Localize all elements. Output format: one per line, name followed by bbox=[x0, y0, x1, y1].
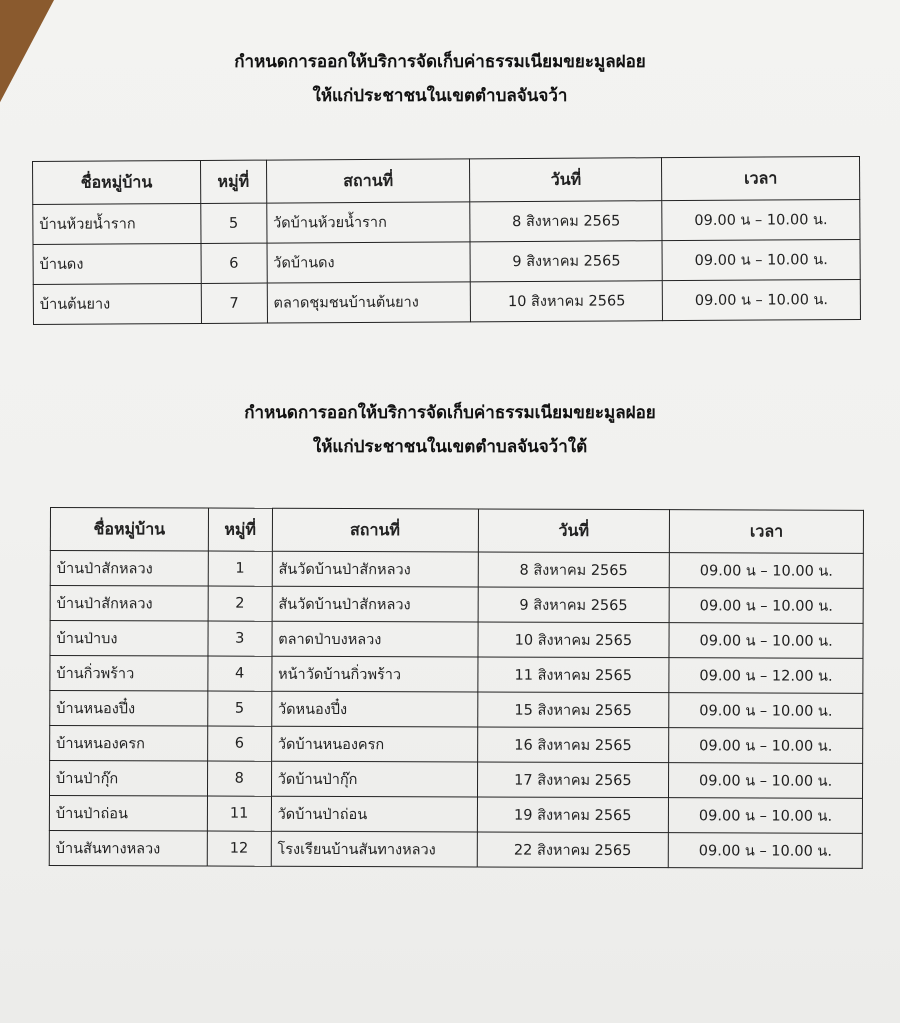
section2-title-line2: ให้แก่ประชาชนในเขตตำบลจันจว้าใต้ bbox=[312, 437, 588, 457]
cell-village: บ้านสันทางหลวง bbox=[49, 830, 207, 866]
cell-village: บ้านดง bbox=[33, 243, 201, 284]
cell-place: วัดบ้านดง bbox=[267, 242, 471, 283]
table-header-row bbox=[33, 156, 860, 204]
table-row bbox=[50, 551, 863, 589]
header-moo: หมู่ที่ bbox=[200, 160, 266, 203]
cell-moo: 12 bbox=[207, 831, 271, 866]
cell-date: 9 สิงหาคม 2565 bbox=[470, 241, 662, 282]
cell-date: 17 สิงหาคม 2565 bbox=[477, 762, 669, 798]
cell-place: สันวัดบ้านป่าสักหลวง bbox=[272, 551, 478, 587]
section1-schedule-table bbox=[32, 156, 861, 325]
cell-village: บ้านกิ่วพร้าว bbox=[50, 656, 208, 692]
cell-place: ตลาดชุมชนบ้านต้นยาง bbox=[267, 282, 471, 323]
cell-time: 09.00 น – 10.00 น. bbox=[662, 199, 860, 240]
table-row bbox=[33, 239, 860, 284]
cell-date: 10 สิงหาคม 2565 bbox=[471, 281, 663, 322]
cell-date: 11 สิงหาคม 2565 bbox=[477, 657, 669, 693]
cell-time: 09.00 น – 12.00 น. bbox=[669, 658, 863, 694]
section2-title bbox=[200, 396, 700, 464]
cell-time: 09.00 น – 10.00 น. bbox=[669, 623, 863, 659]
cell-village: บ้านป่าสักหลวง bbox=[50, 586, 208, 622]
cell-time: 09.00 น – 10.00 น. bbox=[669, 588, 863, 624]
header-place: สถานที่ bbox=[266, 159, 470, 203]
cell-place: วัดบ้านหนองครก bbox=[271, 726, 477, 762]
section1-title-line2: ให้แก่ประชาชนในเขตตำบลจันจว้า bbox=[312, 86, 568, 106]
table-row bbox=[49, 761, 862, 799]
cell-village: บ้านป่าบง bbox=[50, 621, 208, 657]
cell-date: 16 สิงหาคม 2565 bbox=[477, 727, 669, 763]
cell-place: วัดบ้านป่ากุ๊ก bbox=[271, 761, 477, 797]
table-row bbox=[50, 621, 863, 659]
cell-village: บ้านหนองปึ๋ง bbox=[50, 691, 208, 727]
cell-date: 15 สิงหาคม 2565 bbox=[477, 692, 669, 728]
cell-village: บ้านหนองครก bbox=[50, 726, 208, 762]
section1-title-line1: กำหนดการออกให้บริการจัดเก็บค่าธรรมเนียมขยะมูลฝอย bbox=[234, 52, 646, 72]
cell-time: 09.00 น – 10.00 น. bbox=[662, 279, 860, 320]
cell-village: บ้านห้วยน้ำราก bbox=[33, 203, 201, 244]
cell-moo: 6 bbox=[207, 726, 271, 761]
table-row bbox=[50, 726, 863, 764]
header-date: วันที่ bbox=[478, 509, 670, 553]
table-row bbox=[49, 796, 862, 834]
cell-place: วัดบ้านป่าถ่อน bbox=[271, 796, 477, 832]
cell-moo: 1 bbox=[208, 551, 272, 586]
header-date: วันที่ bbox=[470, 158, 662, 202]
cell-moo: 5 bbox=[208, 691, 272, 726]
table-row bbox=[50, 691, 863, 729]
cell-moo: 6 bbox=[201, 243, 267, 283]
cell-time: 09.00 น – 10.00 น. bbox=[669, 728, 863, 764]
section2-title-line1: กำหนดการออกให้บริการจัดเก็บค่าธรรมเนียมขยะมูลฝอย bbox=[244, 403, 656, 423]
table-header-row bbox=[50, 508, 863, 554]
cell-moo: 7 bbox=[201, 283, 267, 323]
cell-village: บ้านป่าสักหลวง bbox=[50, 551, 208, 587]
cell-time: 09.00 น – 10.00 น. bbox=[669, 798, 863, 834]
cell-date: 8 สิงหาคม 2565 bbox=[478, 552, 670, 588]
table-row bbox=[33, 279, 860, 324]
header-time: เวลา bbox=[662, 156, 860, 200]
cell-time: 09.00 น – 10.00 น. bbox=[662, 239, 860, 280]
section1-title bbox=[190, 45, 690, 113]
cell-place: วัดบ้านห้วยน้ำราก bbox=[266, 202, 470, 243]
header-place: สถานที่ bbox=[272, 508, 478, 552]
cell-moo: 11 bbox=[207, 796, 271, 831]
cell-date: 8 สิงหาคม 2565 bbox=[470, 201, 662, 242]
header-village: ชื่อหมู่บ้าน bbox=[50, 508, 208, 552]
table-row bbox=[50, 586, 863, 624]
cell-time: 09.00 น – 10.00 น. bbox=[668, 833, 862, 869]
cell-place: วัดหนองปึ๋ง bbox=[271, 691, 477, 727]
cell-village: บ้านต้นยาง bbox=[33, 283, 201, 324]
cell-date: 22 สิงหาคม 2565 bbox=[477, 832, 669, 868]
cell-village: บ้านป่าถ่อน bbox=[49, 796, 207, 832]
cell-place: ตลาดป่าบงหลวง bbox=[272, 621, 478, 657]
cell-date: 9 สิงหาคม 2565 bbox=[478, 587, 670, 623]
header-time: เวลา bbox=[670, 510, 864, 554]
cell-place: สันวัดบ้านป่าสักหลวง bbox=[272, 586, 478, 622]
cell-moo: 5 bbox=[201, 203, 267, 243]
table-row bbox=[50, 656, 863, 694]
cell-time: 09.00 น – 10.00 น. bbox=[669, 553, 863, 589]
cell-place: หน้าวัดบ้านกิ่วพร้าว bbox=[272, 656, 478, 692]
cell-village: บ้านป่ากุ๊ก bbox=[49, 761, 207, 797]
cell-moo: 2 bbox=[208, 586, 272, 621]
cell-moo: 8 bbox=[207, 761, 271, 796]
section2-schedule-table bbox=[49, 507, 864, 869]
cell-date: 10 สิงหาคม 2565 bbox=[477, 622, 669, 658]
cell-time: 09.00 น – 10.00 น. bbox=[669, 763, 863, 799]
table-row bbox=[49, 830, 862, 868]
cell-time: 09.00 น – 10.00 น. bbox=[669, 693, 863, 729]
cell-moo: 4 bbox=[208, 656, 272, 691]
cell-date: 19 สิงหาคม 2565 bbox=[477, 797, 669, 833]
cell-place: โรงเรียนบ้านสันทางหลวง bbox=[271, 831, 477, 867]
header-village: ชื่อหมู่บ้าน bbox=[33, 160, 201, 204]
table-row bbox=[33, 199, 860, 244]
cell-moo: 3 bbox=[208, 621, 272, 656]
header-moo: หมู่ที่ bbox=[208, 508, 272, 551]
